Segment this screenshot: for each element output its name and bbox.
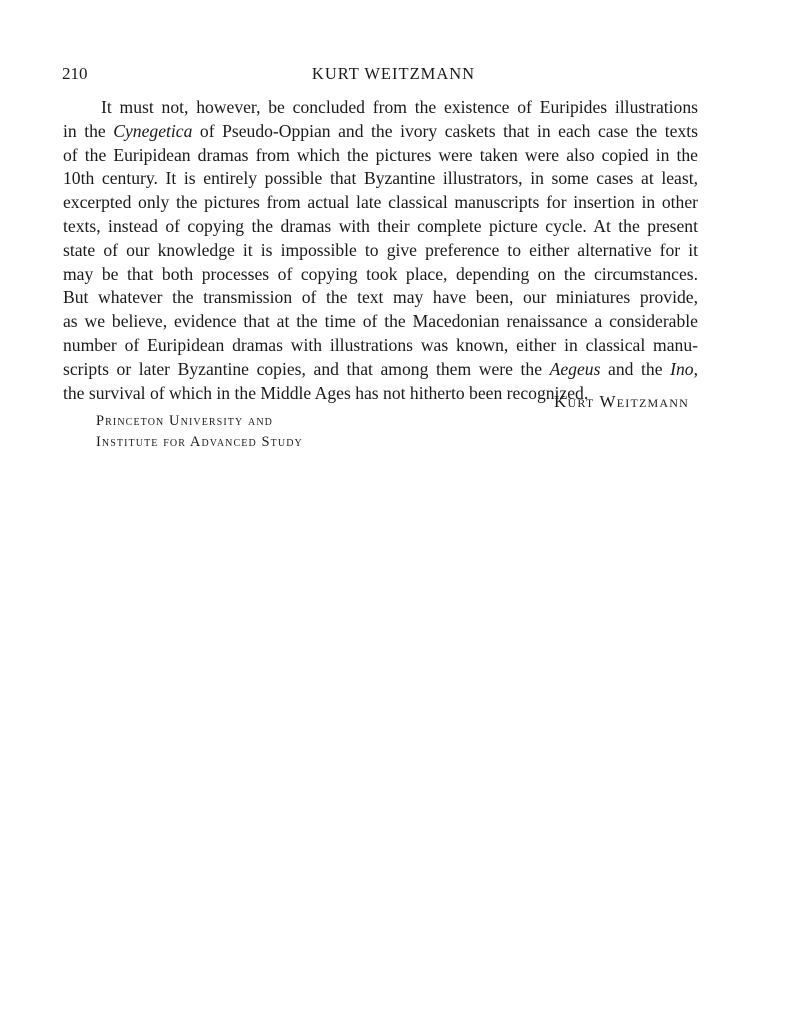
- title-ino: Ino: [670, 358, 694, 379]
- page-number: 210: [62, 64, 88, 83]
- text-line: excerpted only the pictures from actual late classical manuscripts for insertion in other: [63, 192, 698, 213]
- text-line: of the Euripidean dramas from which the pictures were taken were also copied in the: [63, 144, 698, 165]
- text-line: state of our knowledge it is impossible to give preference to either alternative for it: [63, 239, 698, 260]
- text-line: in the Cynegetica of Pseudo-Oppian and the ivory caskets that in each case the texts: [63, 120, 698, 141]
- text-line: It must not, however, be concluded from the existence of Euripides illustrations: [101, 97, 698, 117]
- body-paragraph: [63, 96, 698, 405]
- title-cynegetica: Cynegetica: [113, 120, 193, 141]
- running-head: KURT WEITZMANN: [311, 64, 476, 83]
- text-line: the survival of which in the Middle Ages has not hitherto been recognized.: [63, 382, 589, 403]
- affiliation-line: Institute for Advanced Study: [96, 434, 303, 450]
- title-aegeus: Aegeus: [549, 358, 601, 379]
- author-affiliation: [96, 411, 303, 453]
- text-line: as we believe, evidence that at the time of the Macedonian renaissance a considerable: [63, 311, 698, 332]
- text-line: number of Euripidean dramas with illustrations was known, either in classical manu-: [63, 334, 698, 355]
- text-line: may be that both processes of copying took place, depending on the circumstances.: [63, 263, 698, 284]
- author-signature: Kurt Weitzmann: [554, 392, 689, 411]
- text-line: scripts or later Byzantine copies, and that among them were the Aegeus and the Ino,: [63, 358, 698, 379]
- text-line: But whatever the transmission of the text may have been, our miniatures provide,: [63, 287, 698, 308]
- affiliation-line: Princeton University and: [96, 413, 273, 429]
- text-line: texts, instead of copying the dramas with their complete picture cycle. At the present: [63, 215, 698, 236]
- text-line: 10th century. It is entirely possible that Byzantine illustrators, in some cases at least,: [63, 168, 698, 189]
